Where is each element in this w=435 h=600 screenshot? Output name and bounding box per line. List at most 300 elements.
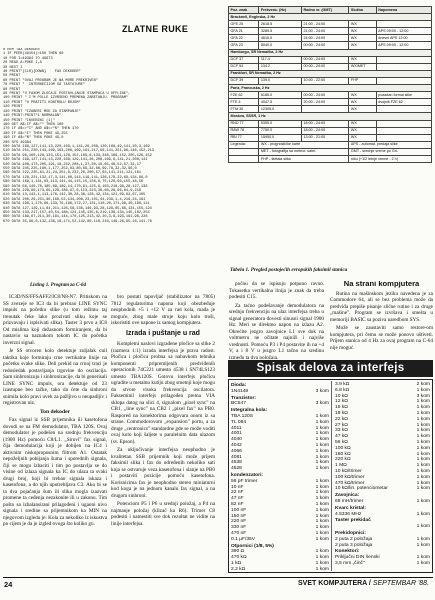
listing-line: 10 FOR I=49384 TO 49673 xyxy=(3,56,53,61)
listing-line: 30 NEXT I xyxy=(3,65,23,70)
table-group-row xyxy=(229,113,432,120)
part-name: 4528 xyxy=(231,466,242,472)
right-column-paragraphs-2 xyxy=(330,291,433,352)
table-header-cell: Služba xyxy=(349,7,376,14)
part-qty: 1 kom xyxy=(315,555,329,561)
part-name: 1N4148 xyxy=(231,388,249,394)
listing-line: 40 PRINT"{CLR}{DOWN} FAX DEKODER" xyxy=(3,70,81,75)
part-name: 100 kΩ xyxy=(335,445,351,451)
footer-rule xyxy=(3,577,433,578)
part-qty: 1 kom xyxy=(315,490,329,496)
table-cell: WX xyxy=(349,42,376,49)
listing-line: 120 PRINT xyxy=(3,105,23,110)
part-qty: 1 kom xyxy=(416,439,430,445)
footer-magazine: SVET KOMPJUTERA / SEPTEMBAR '88. xyxy=(298,580,430,587)
table-cell: 20:00 - 24:00 xyxy=(302,99,349,106)
table-cell: 21:00 - 24:00 xyxy=(302,28,349,35)
legend-label xyxy=(229,155,259,162)
table-header-row xyxy=(229,7,432,14)
table-row xyxy=(229,77,432,84)
article-column-right-a xyxy=(229,281,324,359)
paragraph: Je SS otvoren kolo detektuje zuljalak cuil taktika koje formiraju crne vertikalne linije na početku svake slike. Deli prekid na crnoj traci je redosledak postavljanja trgovine do oscilacija. Sam sinhronizuju i sinhronizacije, da bi generisali LINE SYNC impuls, ora detektuje od 23 izastupne beo tačke, tako da ćete da sinhroni snimila kolo pravi uvek za pažljivo u neupadljiv i registrovan niz. xyxy=(3,348,107,406)
part-qty: 1 kom xyxy=(416,486,430,492)
listing-line: 500 DATA 169,127,141,13,220,169,1,141,26,208,120,169,49,141,20,3,169 xyxy=(3,144,150,149)
table-group-row xyxy=(229,49,432,56)
table-caption: Tabela 1. Pregled postojećih evropskih faksimil stanica xyxy=(230,267,348,273)
part-qty: 1 kom xyxy=(416,560,430,566)
table-cell: WX xyxy=(349,120,376,127)
table-cell: 117.4 xyxy=(259,56,302,63)
paragraph: počnu da se ispisuju potpuno ravno. Tokasetka vertikalna linija je znak da treba podesiti C15. xyxy=(229,281,324,300)
part-name: 4.5336 MHz xyxy=(335,511,362,517)
parts-group-label: Zavojnica: xyxy=(335,493,360,499)
part-qty: 1 kom xyxy=(315,425,329,431)
table-cell: GFE 25 xyxy=(229,21,259,28)
article-column-right-b xyxy=(330,281,433,359)
part-name: 470 kΩ xyxy=(231,555,247,561)
table-cell: 18:00 - 24:00 xyxy=(302,127,349,134)
parts-group-label: Dioda: xyxy=(231,383,247,388)
parts-list-right xyxy=(335,382,430,567)
table-cell: 139.0 xyxy=(259,77,302,84)
issue-month: SEPTEMBAR '88. xyxy=(372,580,430,587)
listing-line: 620 DATA 200,26,231,96,169,52,134,208,23,101,44,239,1,4,219,24,191 xyxy=(3,197,146,202)
listing-line: 530 DATA 169,127,141,13,220,169,129,141,26,208,169,6,141,21,208,141 xyxy=(3,158,148,163)
part-qty: 1 kom xyxy=(416,511,430,517)
part-qty: 1 kom xyxy=(315,454,329,460)
part-qty: 1 kom xyxy=(315,513,329,519)
part-qty: 1 kom xyxy=(416,387,430,393)
listing-line: 540 DATA 108,173,205,191,18,232,208,1,37,30,18,65,48,52,57,32,17 xyxy=(3,162,142,167)
table-cell: WX xyxy=(349,35,376,42)
table-cell: WX xyxy=(349,92,376,99)
legend-text: MET - fotografija sa meteor. satel. xyxy=(259,148,349,155)
listing-line: 520 DATA 96,160,128,133,151,128,152,169,6,133,248,169,152,205,128,152 xyxy=(3,153,152,158)
parts-row xyxy=(231,389,329,395)
table-cell: APS 09:00 - 12:00 xyxy=(376,28,431,35)
legend-text: niču (+1/2 letnje vreme - 2 h) xyxy=(349,155,432,162)
listing-line: 640 DATA 127,129,11,64,211,128,58,138,146,93,28,128,65,66,131,155,124 xyxy=(3,206,152,211)
table-cell: 13:00 - 21:00 xyxy=(302,134,349,141)
part-qty: 1 kom xyxy=(315,484,329,490)
part-name: 3.9 kΩ xyxy=(335,382,350,387)
table-cell: 2618.5 xyxy=(259,21,302,28)
part-qty: 1 kom xyxy=(416,428,430,434)
part-name: 1 MΩ xyxy=(335,463,347,469)
table-body xyxy=(229,14,432,163)
part-qty: 1 kom xyxy=(416,422,430,428)
station-name: Moskva, SSSR, 1 Hz xyxy=(229,113,432,120)
part-qty: 1 kom xyxy=(315,496,329,502)
part-qty: 1 kom xyxy=(416,457,430,463)
part-name: 4066 xyxy=(231,448,242,454)
part-qty: 1 kom xyxy=(416,434,430,440)
program-listing xyxy=(3,48,218,278)
table-cell: 10:00 - 22:00 xyxy=(302,77,349,84)
parts-list-title: Spisak delova za interfejs xyxy=(228,360,433,377)
table-cell: 00:00 - 24:00 xyxy=(302,92,349,99)
legend-text: WX - prognostičke karte xyxy=(259,141,349,148)
part-qty: 1 kom xyxy=(416,536,430,542)
part-name: 1 kΩ xyxy=(231,560,242,566)
part-name: 180 kΩ xyxy=(335,451,351,457)
table-cell: RAW 78 xyxy=(229,127,259,134)
table-cell: 7750.0 xyxy=(259,127,302,134)
listing-line: 80 PRINT xyxy=(3,87,21,92)
table-cell: GFA 22 xyxy=(229,35,259,42)
part-name: 4040 xyxy=(231,437,242,443)
article-column-left xyxy=(3,294,107,579)
table-group-row xyxy=(229,70,432,77)
part-name: 4042 xyxy=(231,442,242,448)
part-name: 18 kΩ xyxy=(335,410,348,416)
table-row xyxy=(229,42,432,49)
table-cell: 134.2 xyxy=(259,63,302,70)
table-cell: GFA 21 xyxy=(229,28,259,35)
part-name: 330 nF xyxy=(231,525,247,531)
table-cell: DCF 37 xyxy=(229,56,259,63)
table-cell: dvojnik FZE 62 xyxy=(376,99,431,106)
table-cell: 3289.5 xyxy=(259,28,302,35)
parts-row xyxy=(231,401,329,407)
part-name: 470 kΩ/trimer xyxy=(335,480,365,486)
table-cell: pozadan formal slike xyxy=(376,92,431,99)
legend-text: FHP - štetala slika xyxy=(259,155,349,162)
table-cell xyxy=(376,127,431,134)
part-qty: 1 kom xyxy=(416,498,430,504)
part-qty: 1 kom xyxy=(416,555,430,561)
part-name: Priključni DIN šenski xyxy=(335,555,380,561)
parts-row xyxy=(335,512,430,518)
parts-list-left xyxy=(231,382,329,573)
station-name: Hamburgu, SR Nemačka, 2 Hz xyxy=(229,49,432,56)
table-row xyxy=(229,106,432,113)
listing-line: 560 DATA 222,235,81,21,24,251,8,232,20,200,57,62,141,211,121,161 xyxy=(3,171,142,176)
listing-line: 20 READ A:POKE I,A xyxy=(3,61,42,66)
paragraph: Za uključivanje interfejsa neophodno je kvalitetan SSB prijemnik koji može prijem faksimil slika i fax do određenih nekoliko sati koja se ostvaruje veza kasetofona i slanje na PB0 i postaviti pozicije pomoću kasetofona. Korisnicima fax je neophodno stereo miniaturni kod koga je na jednom kanalu fax signal, a na drugom sinhroni. xyxy=(111,447,215,499)
parts-row xyxy=(231,466,329,472)
part-qty: 1 kom xyxy=(315,460,329,466)
part-qty: 1 kom xyxy=(315,501,329,507)
table-cell: WX xyxy=(349,127,376,134)
listing-line: 670 DATA 35,96,0,132,136,18,171,52,142,80,110,216,149,26,95,16,141,78 xyxy=(3,219,152,224)
part-qty: 1 kom xyxy=(416,410,430,416)
part-qty: 1 kom xyxy=(315,566,329,572)
paragraph: Potenciom P5 i P6 u srednji položaj, a P4 na najmanje položaj (klizač ka R6). Trimer C8 podesiti i namestiti sve dok rezultat ne vidite na linije interfejsa. xyxy=(111,501,215,527)
table-cell: WX xyxy=(349,106,376,113)
table-cell: DCF 54 xyxy=(229,63,259,70)
table-row xyxy=(229,63,432,70)
station-name: Pariz, Francuska, 2 Hz xyxy=(229,85,432,92)
table-row xyxy=(229,35,432,42)
table-cell: 00:00 - 24:00 xyxy=(302,63,349,70)
listing-line: 100 PRINT " I'M POLLE IZVRSENO PREMENA ZABETANJU. PROGRAM" xyxy=(3,96,129,101)
listing-line: 660 DATA 189,67,211,30,181,144,170,125,213,42,20,3,8,193,191,96,228 xyxy=(3,215,148,220)
part-qty: 1 kom xyxy=(315,466,329,472)
legend-row xyxy=(229,155,432,162)
parts-row xyxy=(335,561,430,567)
parts-group-label: Otpornici (1/8, 5%) xyxy=(231,543,274,549)
table-cell: WX/MET xyxy=(349,63,376,70)
part-qty: 1 kom xyxy=(416,399,430,405)
subheading-ton-dekoder: Ton dekoder xyxy=(39,408,71,415)
listing-line: 610 DATA 13,143,1,113,176,142,30,28,36,128,42,134,121,69,62,67,105 xyxy=(3,193,146,198)
part-name: 470 nF xyxy=(231,530,247,536)
section-title: ZLATNE RUKE xyxy=(122,24,189,34)
part-name: 10 kΩ/lin. potenciometar xyxy=(335,486,388,492)
table-cell: FTE 4 xyxy=(229,99,259,106)
table-row xyxy=(229,92,432,99)
part-qty: 2 kom xyxy=(416,382,430,387)
table-cell xyxy=(376,77,431,84)
table-group-row xyxy=(229,14,432,21)
part-qty: 1 kom xyxy=(416,451,430,457)
legend-row xyxy=(229,148,432,155)
paragraph: bro postati tapovljač (stabilizator na 7805) 7812 regulatorima napona koji obezbeđuje neophodnih +5 i +12 V za rad kola, mada je moguće, zbog male struje koju kolo troši, iskoristiti ove napone iz samog kompjutera. xyxy=(111,294,215,326)
listing-line: 200 SYS 49384 xyxy=(3,140,32,145)
part-qty: 1 kom xyxy=(315,431,329,437)
part-qty: 1 kom xyxy=(315,413,329,419)
table-header-cell: Poz. znak xyxy=(229,7,259,14)
listing-caption: Listing 1. Program za C-64 xyxy=(30,283,86,288)
parts-group-label: kondenzatori: xyxy=(231,472,264,478)
table-cell: 00:00 - 24:00 xyxy=(302,42,349,49)
table-cell: 12305.0 xyxy=(259,106,302,113)
listing-line: 570 DATA 128,221,132,17,3,141,60,144,119,141,126,178,22,69,134,96,0 xyxy=(3,175,148,180)
part-name: 0.1 µF/35V xyxy=(231,536,256,542)
table-row xyxy=(229,21,432,28)
table-row xyxy=(229,28,432,35)
part-qty: 1 kom xyxy=(416,445,430,451)
listing-line: 510 DATA 251,230,143,169,163,208,169,161,217,96,141,251,96,146,152,213 xyxy=(3,149,154,154)
table-cell: GFA 23 xyxy=(229,42,259,49)
part-name: 15 kΩ xyxy=(335,405,348,411)
table-row xyxy=(229,120,432,127)
listing-line: 600 DATA 228,96,173,69,128,186,97,6,113,223,36,66,28,96,64,9,218 xyxy=(3,189,142,193)
part-name: 2 puta 2 položaja xyxy=(335,536,373,542)
part-qty: 1 kom xyxy=(315,519,329,525)
part-qty: 1 kom xyxy=(416,480,430,486)
parts-divider xyxy=(331,381,332,571)
part-name: 56 kΩ xyxy=(335,439,348,445)
table-cell: 4047.5 xyxy=(259,99,302,106)
part-name: 82 nF xyxy=(231,501,244,507)
listing-line: 150 PRINT "INVERZNI (1)" xyxy=(3,118,55,123)
table-cell: FZE 62 xyxy=(229,92,259,99)
part-name: 220 nF xyxy=(231,519,247,525)
paragraph: IC3D/NS/FFSAFF2/IC8/N8-N7. Pritiskom na SS zvezeje se IC3 da bi prebrao LINE SYNC impuls na početku slike (u tom režimu taj trenutak čeke lako prozivati sliku koje se prizvavaju i ispisivati slika). Taster 3 prvo a IC8 Od mislima koji dežasnom formiranjem, da bi nastavio sa naznakom tokom IC do početka inverzni signal. xyxy=(3,294,107,346)
part-qty: 1 kom xyxy=(315,549,329,555)
parts-group-label: Integralna kola: xyxy=(231,408,268,414)
part-name: 100 nF xyxy=(231,507,247,513)
part-qty: 1 kom xyxy=(416,416,430,422)
part-qty: 3 kom xyxy=(315,401,329,407)
table-header-cell: Napomena xyxy=(376,7,431,14)
part-qty: 3 kom xyxy=(315,388,329,394)
table-cell: FTM 30 xyxy=(229,106,259,113)
table-cell: RBI 77 xyxy=(229,134,259,141)
listing-line: 1 IF PEEK(49154)=158 THEN 60 xyxy=(3,52,64,57)
part-qty: 1 kom xyxy=(416,405,430,411)
part-name: 2.2 kΩ xyxy=(231,566,246,572)
parts-row xyxy=(231,567,329,573)
listing-line: 70 PRINT " INTERNECIJOM SA TASTATURE" xyxy=(3,83,85,88)
table-row xyxy=(229,99,432,106)
listing-line: 130 PRINT "IZABERI MOD ZA STAMPANJE" xyxy=(3,109,81,114)
part-qty: 1 kom xyxy=(315,525,329,531)
table-cell: 00:00 - 24:00 xyxy=(302,56,349,63)
listing-line: 60 PRINT "OVAJ PROGRAM JE NA MORE PREKRIVEN" xyxy=(3,78,98,83)
station-name: Bracknell, Engleska, 2 Hz xyxy=(229,14,432,21)
parts-group-label: Konektori: xyxy=(335,549,360,555)
part-name: 10 kΩ xyxy=(335,393,348,399)
table-cell xyxy=(376,56,431,63)
part-qty: 1 kom xyxy=(416,474,430,480)
table-cell: 15950.0 xyxy=(259,134,302,141)
part-name: 3,5 mm „činč" xyxy=(335,560,365,566)
listing-line: 140 PRINT:PRINT"1 NORMALAN" xyxy=(3,114,62,119)
part-name: 33 kΩ xyxy=(335,428,348,434)
legend-row xyxy=(229,141,432,148)
article-column-middle xyxy=(111,294,215,579)
parts-group-label: Prekidopnici: xyxy=(335,530,366,536)
part-qty: 1 kom xyxy=(416,524,430,530)
left-column-paragraphs-2 xyxy=(3,417,107,528)
table-cell: WX xyxy=(349,134,376,141)
part-qty: 1 kom xyxy=(315,478,329,484)
listing-line: 170 IF A$<>"I" AND A$<>"N" THEN 170 xyxy=(3,127,79,132)
parts-row xyxy=(335,543,430,549)
listing-line: 630 DATA 198,1,170,66,133,76,196,172,27,131,110,20,171,96,40,196,111 xyxy=(3,202,150,207)
station-name: Frankfurt, SR Nemačka, 2 Hz xyxy=(229,70,432,77)
parts-row xyxy=(335,486,430,492)
part-qty: 1 kom xyxy=(315,536,329,542)
table-cell: 24:00 - 24:00 xyxy=(302,35,349,42)
table-row xyxy=(229,134,432,141)
page-number: 24 xyxy=(4,580,13,589)
part-qty: 1 kom xyxy=(315,530,329,536)
table-cell xyxy=(376,120,431,127)
table-cell: WX xyxy=(349,28,376,35)
table-group-row xyxy=(229,85,432,92)
table-cell xyxy=(376,134,431,141)
table-cell: 4610.0 xyxy=(259,35,302,42)
listing-line: 550 DATA 245,225,160,1,177,252,83,80,69,32,66,69,78,32,32,96,0 xyxy=(3,166,137,171)
table-cell: 8040.0 xyxy=(259,42,302,49)
part-name: TBA 120S xyxy=(231,413,254,419)
table-cell: APS 09:00 - 12:00 xyxy=(376,42,431,49)
part-qty: 1 kom xyxy=(416,468,430,474)
part-name: 4001 xyxy=(231,431,242,437)
table-cell: RND 77 xyxy=(229,120,259,127)
table-cell: 21:00 - 24:00 xyxy=(302,21,349,28)
part-name: 10 nF xyxy=(231,484,244,490)
listing-line: 190 IF A$="N" THEN POKE 49,0 xyxy=(3,136,64,141)
table-cell xyxy=(376,21,431,28)
part-qty: 1 kom xyxy=(315,507,329,513)
heading-na-strani-kompjutera: Na strani kompjutera xyxy=(343,281,420,288)
table-cell: WX xyxy=(349,56,376,63)
part-name: 10 kΩ/trimer xyxy=(335,468,362,474)
table-cell: WX xyxy=(349,21,376,28)
left-column-paragraphs xyxy=(3,294,107,407)
listing-line: 160 GET A$:IF A$="" THEN 160 xyxy=(3,122,64,127)
paragraph: Može se zaustaviti samo restore-om kompjutera, pri čemu se može ponovo uštiveti. Prijem stanica od 4 Hz za ovaj program na C-64 nije moguć. xyxy=(330,325,433,351)
part-name: 220 kΩ xyxy=(335,457,351,463)
table-cell xyxy=(376,63,431,70)
listing-line: 90 PRINT "U FAXOM ZLOCAJI POSTAVLJANJE STAMPACA U OFFLINE", xyxy=(3,92,131,97)
table-cell xyxy=(302,106,349,113)
part-name: 47 nF xyxy=(231,496,244,502)
fax-stations-table xyxy=(228,6,432,163)
table-cell: 18:00 - 24:00 xyxy=(302,120,349,127)
part-name: 150 nF xyxy=(231,513,247,519)
part-name: 68 mH/trimer xyxy=(335,498,364,504)
listing-line: 180 IF A$="I" THEN POKE 49,255 xyxy=(3,131,68,136)
table-cell: 6185.0 xyxy=(259,92,302,99)
parts-group-label: Tranzistor: xyxy=(231,395,256,401)
part-qty: 1 kom xyxy=(315,442,329,448)
part-name: 4538 xyxy=(231,460,242,466)
table-cell: WX xyxy=(349,99,376,106)
legend-label xyxy=(229,148,259,155)
table-header-cell: Frekvenc. (Hz) xyxy=(259,7,302,14)
table-cell xyxy=(376,106,431,113)
paragraph: Rutina na mašinskom jeziku navedena je za Commodore 64, ali se bez problema može da predviđa prepiše pisanje slične rutine i za druge „mašine". Program se izvršava i smešta u memoriji BASIC sa poziva naredbom SYS. xyxy=(330,290,433,323)
parts-row xyxy=(335,499,430,505)
part-qty: 1 kom xyxy=(416,463,430,469)
paragraph: Kompletni naslovi izgrađene pločice sa slike 2 (razmera 1:1) izrada interfejsa je prava radost. Pločica i pločica probna sa nabavkom tehnika komponenti pripremljenih predviđenih operacionih 74C221 umesto 4538 i SN74LS123 umesto TBA120S. Gotovu interfejs pločicu ugradite u metalnu kutiju zbog smetnji koje mogu da stvore visoka frekvencija oscilatora. Fakseminil interfejs prilagođen prema VIA sklopa datog na slici 4, signalom „pixel sync" na CB1, „line sync" na CB2 i „pixel fax" na PB0. Raspored na konektorima odgovara onom iz sa strane. Commodorovom „expansion" portu, a za druge „centronics" standardne gde se može voditi ovaj kolo koji šaljete u paralelnim data ulazom (sv. Epson). xyxy=(111,341,215,445)
part-name: 4011 xyxy=(231,425,242,431)
paragraph: Fax signal iz SSB prijemnika ili kasetofona dovodi se na FM demodulator, TBA 120S. Ovaj demodulator je podešen na srednju frekvenciju (1900 Hz) pomoću C8/L1. „Sirovi" fax signal, čija demodulacija koji je dobijen na IC4 i aktivnim niskopropusnim filtrom A1. Ostatak nepoželjnih pobijanja šuma i sporednih signala, čiji se mogu izbaciti i tim po postavlja se do visine od izlaza signala ka IC do ulaza ta svaki drugi broj, koji bi trebao signala iskaza i kasetofona, a do njih upotrebljava C3. Ako bi se ta dva pojačanja šum ili slika mogla izazvati promene ta ceđenja nezakonite ili u zakonu. Tim pošto sa izbalansirani prilagođeni i ugaoni nivo signala i sredine sa prijemnikom ka MIN na njegovom izgledu je: Kola za nekoliko iz iskustva po cijem je da je izgled ovoga što koliko gu. xyxy=(3,417,107,527)
paragraph: Za taćno podešavanje demodulatora na srednju frekvenciju na ulaz interfejsa treba u signal generatora dovesti sinusni signal 1900 Hz. Meri se direktno napon na izlazu A2. Okrećite jezgro zavojnice L1 sve dok na voltmetru ne očitate najniži i najviše vrednosti. Pomoću P3 i P4 postavite ih na +4 V, a i 8 V u jezgro L1 tačno na sredinu između ta dva položaja. xyxy=(229,302,324,359)
listing-line: 580 DATA 169,1,141,83,113,141,44,115,15,136,8,75,120,96,155,48,56 xyxy=(3,180,144,185)
table-cell: 5355.0 xyxy=(259,120,302,127)
table-row xyxy=(229,56,432,63)
part-name: 22 nF xyxy=(231,490,244,496)
part-name: 4081 xyxy=(231,454,242,460)
table-row xyxy=(229,127,432,134)
magazine-name: SVET KOMPJUTERA xyxy=(298,580,367,587)
listing-line: 650 DATA 133,217,157,40,54,188,124,145,135,6,219,138,134,145,102,254 xyxy=(3,211,150,216)
listing-line: 110 PRINT "U PRATITI KONTROLU BOJOM" xyxy=(3,100,81,105)
part-name: 27 kΩ xyxy=(335,422,348,428)
part-name: 2 puta 3 položaja xyxy=(335,542,373,548)
middle-column-paragraphs-2 xyxy=(111,341,215,527)
part-qty: 1 kom xyxy=(315,448,329,454)
part-name: 47 kΩ xyxy=(335,434,348,440)
part-qty: 1 kom xyxy=(315,560,329,566)
part-qty: 1 kom xyxy=(315,437,329,443)
table-cell: FHP xyxy=(349,77,376,84)
listing-line: 50 PRINT xyxy=(3,74,21,79)
parts-group-label: Kvarc kristal: xyxy=(335,505,366,511)
part-name: 6.8 kΩ xyxy=(335,387,350,393)
legend-text: APS - automat. predaja slike xyxy=(349,141,432,148)
part-name: TL 084 xyxy=(231,419,247,425)
parts-row xyxy=(231,537,329,543)
part-name: 22 kΩ xyxy=(335,416,348,422)
legend-label: Legenda: xyxy=(229,141,259,148)
part-name: BC547 xyxy=(231,401,246,407)
table-cell: DCF 39 xyxy=(229,77,259,84)
legend-text: GMT - srednje vreme po Gri- xyxy=(349,148,432,155)
middle-column-paragraphs xyxy=(111,294,215,327)
part-qty: 3 kom xyxy=(416,393,430,399)
part-name: 56 pF trimer xyxy=(231,478,258,484)
part-name: 100 kΩ/trimer xyxy=(335,474,365,480)
subheading-izrada: Izrada i puštanje u rad xyxy=(126,329,200,337)
